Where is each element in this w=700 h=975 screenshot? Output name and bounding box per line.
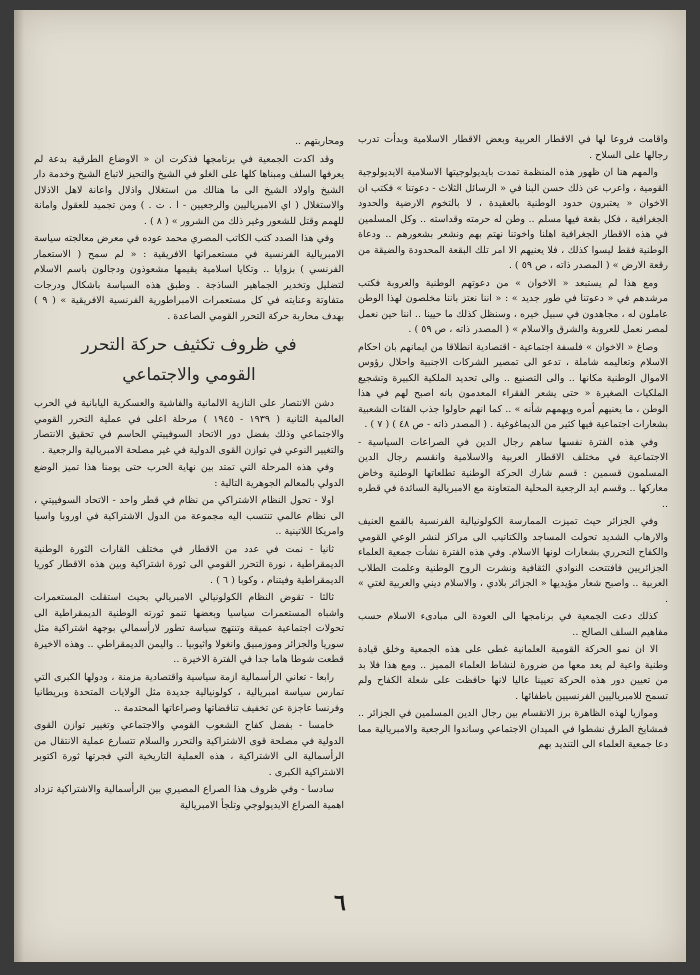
paragraph: دشن الانتصار على النازية الالمانية والفاشية والعسكرية اليابانية في الحرب العالمية الثانية ( ١٩٣٩ - ١٩٤٥ ) مرحلة اعلى في عملية التحرر القومي والاجتماعي وذلك بفضل دور الاتحاد السوفييتي الحاسم في تحقيق الانتصار والتغيير النوعي في توازن القوى الدولية في غير مصلحة الامبريالية والرجعية .: [34, 398, 345, 456]
page-sheet: [14, 10, 686, 962]
paragraph: وفي الجزائر حيث تميزت الممارسة الكولونيالية الفرنسية بالقمع العنيف والارهاب الشديد تحولت المساجد والكتاتيب الى مراكز لنشر الوعي القومي والكفاح التحرري بشعارات لونها الاسلام. وفي هذه الفترة نشأت جمعية العلماء الجزائريين فافتتحت النوادي الثقافية ونشرت الروح الوطنية وعلمت الطلاب العربية .. واصبح شعار مؤيديها « الجزائر بلادي ، والاسلام ديني والعربية لغتي » .: [358, 516, 668, 605]
paragraph: اولا - تحول النظام الاشتراكي من نظام في قطر واحد - الاتحاد السوفييتي ، الى نظام عالمي تنتسب اليه مجموعة من الدول الاشتراكية في اوروبا واسيا وامريكا اللاتينية ..: [34, 495, 344, 537]
paragraph: ثالثا - تقوض النظام الكولونيالي الامبريالي بحيث استقلت المستعمرات واشباه المستعمرات سياسيا وبعضها تنمو ثورته الوطنية الديمقراطية الى تحولات اجتماعية عميقة وتنتهج سياسة تطور لارأسمالي بوجهة اشتراكية مثل سوريا والجزائر وموزمبيق وانغولا واثيوبيا .. واليمن الديمقراطي .. وهذه الاخيرة قطعت شوطا هاما جدا في الفترة الاخيرة ..: [34, 592, 344, 665]
paragraph: كذلك دعت الجمعية في برنامجها الى العودة الى مبادىء الاسلام حسب مفاهيم السلف الصالح ..: [358, 611, 668, 638]
paragraph: رابعا - تعاني الرأسمالية ازمة سياسية واقتصادية مزمنة ، ودولها الكبرى التي تمارس سياسة امبريالية ، كولونيالية جديدة مثل الولايات المتحدة وبريطانيا وفرنسا عاجزة عن تخفيف تناقضاتها وصراعاتها المحتدمة ..: [34, 671, 344, 714]
paragraph: ثانيا - نمت في عدد من الاقطار في مختلف القارات الثورة الوطنية الديمقراطية ، نورة التحرر القومي الى ثورة اشتراكية وبين هذه الاقطار كوريا الديمقراطية وفيتنام ، وكوبا ( ٦ ) .: [34, 543, 344, 586]
section-heading-line: القومي والاجتماعي: [122, 365, 256, 385]
paragraph: وفي هذا الصدد كتب الكاتب المصري محمد عوده في معرض معالجته سياسة الامبريالية الفرنسية في مستعمراتها الافريقية : « لم سمح ( الاستعمار الفرنسي ) بزوايا .. وتكايا اسلامية يقيمها مشعوذون ودجالون باسم الاسلام لتضليل وتخدير الجماهير الساذجة . وطبق هذه السياسة باشكال ودرجات متفاوتة وعنايته في كل مستعمرات الامبراطورية الفرنسية الافريقية » ( ٩ ) بهدف محاربة حركة التحرر القومي الصاعدة .: [34, 233, 344, 322]
section-heading: [34, 330, 344, 390]
paragraph: واقامت فروعا لها في الاقطار العربية وبعض الاقطار الاسلامية وبدأت تدرب رجالها على السلاح .: [358, 134, 668, 161]
paragraph: سادسا - وفي ظروف هذا الصراع المصيري بين الرأسمالية والاشتراكية تزداد اهمية الصراع الايديولوجي وتلجأ الامبريالية: [34, 784, 344, 811]
paragraph: ومحاربتهم ..: [294, 136, 344, 147]
paragraph: وفي هذه المرحلة التي تمتد بين نهاية الحرب حتى يومنا هذا تميز الوضع الدولي بالمعالم الجوهرية التالية :: [34, 462, 344, 489]
section-heading-line: في ظروف تكثيف حركة التحرر: [81, 335, 297, 355]
paragraph: وقد اكدت الجمعية في برنامجها فذكرت ان « الاوضاع الطرقية بدعة لم يعرفها السلف ومبناها كلها على الغلو في الشيخ والتحيز لاتباع الشيخ وخدمة دار الشيخ واولاد الشيخ الى ما هنالك من استغلال واذلال واعانة لاهل الاذلال والاستغلال ( اي الامبرياليين والرجعيين - ا . ت . ) ومن تجميد للعقول وامانة للهمم وقتل للشعور وغير ذلك من الشرور » ( ٨ ) .: [34, 153, 344, 227]
paragraph: ومع هذا لم يستبعد « الاخوان » من دعوتهم الوطنية والعروبة فكتب مرشدهم في « دعوتنا في طور جديد » : « اننا نعتز باننا مخلصون لهذا الوطن عاملون له ، مجاهدون في سبيل خيره ، وسنظل كذلك ما حيينا .. اننا حين نعمل لمصر نعمل للعروبة والشرق والاسلام » ( المصدر ذاته ، ص ٥٩ ) .: [358, 277, 668, 335]
paragraph: وفي هذه الفترة نفسها ساهم رجال الدين في الصراعات السياسية - الاجتماعية في مختلف الاقطار العربية والاسلامية وانقسم رجال الدين المسلمون قسمين : قسم شارك الحركة الوطنية تطلعاتها الوطنية وخاض معاركها .. وقسم ايد الرجعية المحلية المتعاونة مع الامبريالية السائدة في قطره ..: [358, 436, 668, 510]
paragraph: وصاغ « الاخوان » فلسفة اجتماعية - اقتصادية انطلاقا من ايمانهم بان احكام الاسلام وتعاليمه شاملة ، تدعو الى تمصير الشركات الاجنبية واحلال رؤوس الاموال الوطنية مكانها .. والى التصنيع .. والى تحديد الملكية الكبيرة وتشجيع الملكيات الصغيرة « حتى يشعر الفقراء المعدمون بانه اصبح لهم في هذا الوطن ، ما يعنيهم أمره ويهمهم شأنه » .. كما انهم حاولوا جذب الفئات الشعبية بشعارات اجتماعية فيها كثير من الديماغوغية . ( المصدر ذاته - ص ٤٨ ) ( ٧ ) .: [358, 341, 668, 430]
paragraph: خامسا - بفضل كفاح الشعوب القومي والاجتماعي وتغيير توازن القوى الدولية في مصلحة قوى الاشتراكية والتحرر والسلام تتسارع عملية الانتقال من الرأسمالية الى الاشتراكية ، هذه العملية التاريخية التي فجرتها ثورة اكتوبر الاشتراكية الكبرى .: [34, 720, 344, 778]
paragraph: والمهم هنا ان ظهور هذه المنظمة تمدت بايديولوجيتها الاسلامية الايديولوجية القومية ، واعرب عن ذلك حسن البنا في « الرسائل الثلاث - دعوتنا » فكتب ان الاخوان « يعتبرون حدود الوطنية بالعقيدة ، لا بالتخوم الارضية والحدود الجغرافية ، فكل بقعة فيها مسلم .. وطن له حرمته وقداسته .. وكل المسلمين في هذه الاقطار الجغرافية اهلنا واخوتنا نهتم بهم ونشعر بشعورهم .. ودعاة الوطنية فقط ليسوا كذلك ، فلا يعنيهم الا امر تلك البقعة المحدودة والضيقة من رقعة الارض » ( المصدر ذاته ، ص ٥٩ ) .: [358, 167, 668, 271]
page-number: ٦: [334, 890, 346, 916]
page-edge-shadow: [14, 10, 24, 962]
left-column: [34, 134, 344, 815]
right-column: [358, 132, 668, 755]
paragraph: وموازيا لهذه الظاهرة برز الانقسام بين رجال الدين المسلمين في الجزائر .. فمشايخ الطرق نشطوا في الميدان الاجتماعي وساندوا الرجعية والامبريالية مما دعا جمعية العلماء الى التنديد بهم: [358, 708, 668, 750]
paragraph: الا ان نمو الحركة القومية العلمانية غطى على هذه الجمعية وخلق قيادة وطنية واعية لم يعد معها من ضرورة لنشاط العلماء المميز .. ومع هذا فلا بد من تعيين دور هذه الحركة تعيينا عاليا لانها حافظت على شعلة الكفاح ولم تسمح للامبرياليين الفرنسيين باطفائها .: [358, 644, 668, 702]
